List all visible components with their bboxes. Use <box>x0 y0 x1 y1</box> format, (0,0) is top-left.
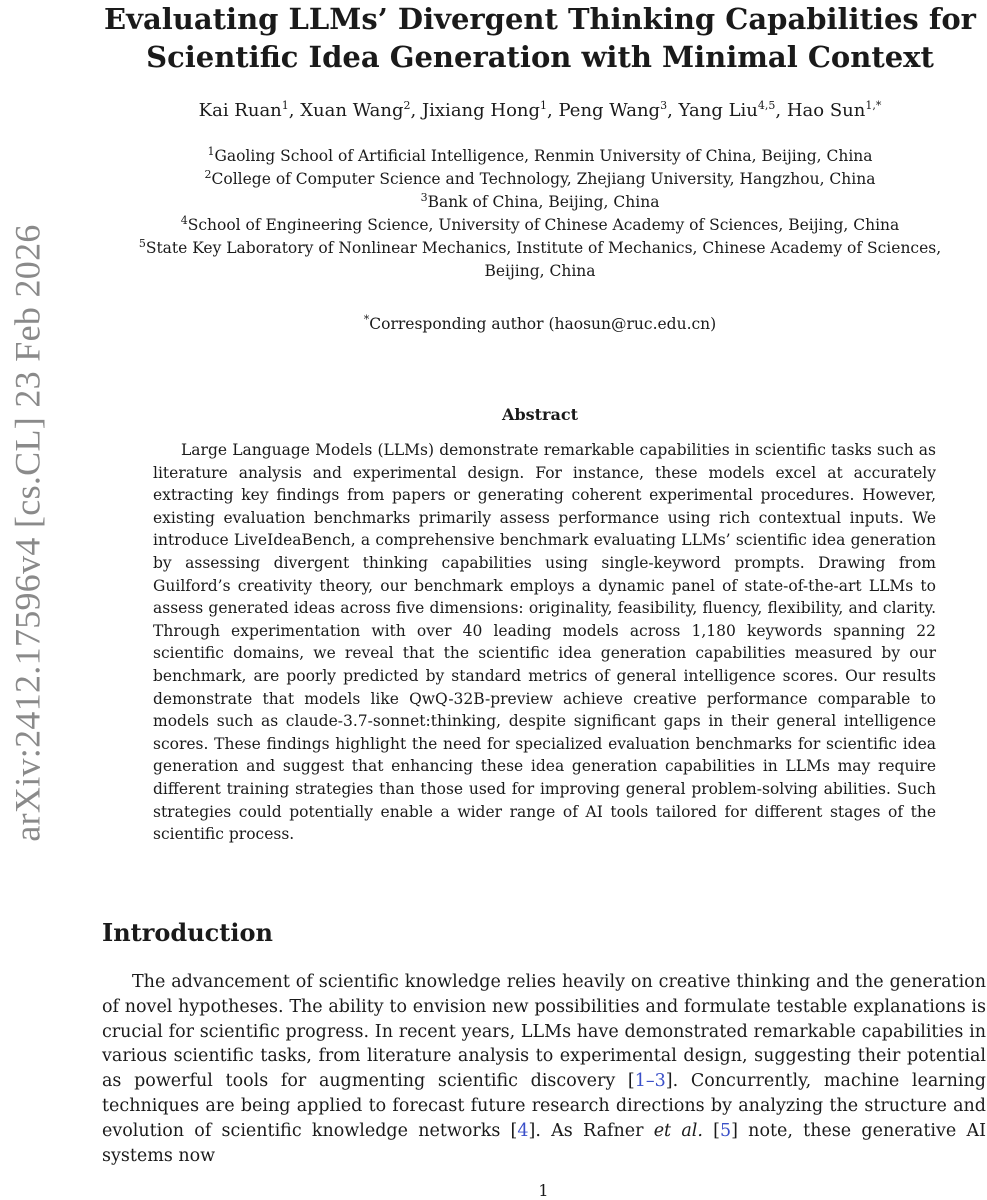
affiliation: $^5$State Key Laboratory of Nonlinear Mechanics, Institute of Mechanics, Chinese Academy of Sciences, <box>138 236 942 257</box>
title-line-1: Evaluating LLMs’ Divergent Thinking Capabilities for <box>104 2 976 36</box>
introduction-paragraph: The advancement of scientific knowledge relies heavily on creative thinking and the generation of novel hypotheses. The ability to envision new possibilities and formulate testable explanations is crucial for scientific progress. In recent years, LLMs have demonstrated remarkable capabilities in various scientific tasks, from literature analysis to experimental design, suggesting their potential as powerful tools for augmenting scientific discovery [1–3]. Concurrently, machine learning techniques are being applied to forecast future research directions by analyzing the structure and evolution of scientific knowledge networks [4]. As Rafner et al. [5] note, these generative AI systems now <box>102 972 987 1166</box>
citation-link[interactable]: 1–3 <box>634 1071 666 1092</box>
affiliation: $^2$College of Computer Science and Technology, Zhejiang University, Hangzhou, China <box>204 167 876 188</box>
author: Jixiang Hong$^1$ <box>421 99 548 121</box>
abstract-text: Large Language Models (LLMs) demonstrate remarkable capabilities in scientific tasks such as literature analysis and experimental design. For instance, these models excel at accurately extracting key findings from papers or generating coherent experimental procedures. However, existing evaluation benchmarks primarily assess performance using rich contextual inputs. We introduce LiveIdeaBench, a comprehensive benchmark evaluating LLMs’ scientific idea generation by assessing divergent thinking capabilities using single-keyword prompts. Drawing from Guilford’s creativity theory, our benchmark employs a dynamic panel of state-of-the-art LLMs to assess generated ideas across five dimensions: originality, feasibility, fluency, flexibility, and clarity. Through experimentation with over 40 leading models across 1,180 keywords spanning 22 scientific domains, we reveal that the scientific idea generation capabilities measured by our benchmark, are poorly predicted by standard metrics of general intelligence scores. Our results demonstrate that models like QwQ-32B-preview achieve creative performance comparable to models such as claude-3.7-sonnet:thinking, despite significant gaps in their general intelligence scores. These findings highlight the need for specialized evaluation benchmarks for scientific idea generation and suggest that enhancing these idea generation capabilities in LLMs may require different training strategies than those used for improving general problem-solving abilities. Such strategies could potentially enable a wider range of AI tools tailored for different stages of the scientific process. <box>153 441 936 844</box>
affiliation-continuation: Beijing, China <box>484 262 596 280</box>
author: Xuan Wang$^2$ <box>300 99 411 121</box>
arxiv-stamp <box>2 205 54 860</box>
author-list: Kai Ruan$^1$, Xuan Wang$^2$, Jixiang Hong$^1$, Peng Wang$^3$, Yang Liu$^{4,5}$, Hao Sun$^{1,*}$ <box>198 99 882 121</box>
citation-link[interactable]: 4 <box>517 1120 529 1141</box>
author: Yang Liu$^{4,5}$ <box>678 99 776 121</box>
author: Kai Ruan$^1$ <box>198 99 289 121</box>
title-line-2: Scientific Idea Generation with Minimal Context <box>146 40 934 74</box>
paper-title <box>60 0 987 76</box>
introduction-heading: Introduction <box>102 918 273 947</box>
author: Peng Wang$^3$ <box>558 99 668 121</box>
abstract-heading: Abstract <box>502 405 578 424</box>
corresponding-author: *Corresponding author (haosun@ruc.edu.cn) <box>363 312 717 333</box>
citation-link[interactable]: 5 <box>719 1120 732 1141</box>
arxiv-identifier: arXiv:2412.17596v4 [cs.CL] 23 Feb 2026 <box>8 223 48 842</box>
affiliation: $^4$School of Engineering Science, University of Chinese Academy of Sciences, Beijing, China <box>180 213 900 234</box>
affiliation-list <box>60 145 987 283</box>
affiliation: $^3$Bank of China, Beijing, China <box>420 190 660 211</box>
affiliation: $^1$Gaoling School of Artificial Intelligence, Renmin University of China, Beijing, China <box>207 144 873 165</box>
page-number: 1 <box>538 1181 549 1200</box>
author: Hao Sun$^{1,*}$ <box>786 99 882 121</box>
